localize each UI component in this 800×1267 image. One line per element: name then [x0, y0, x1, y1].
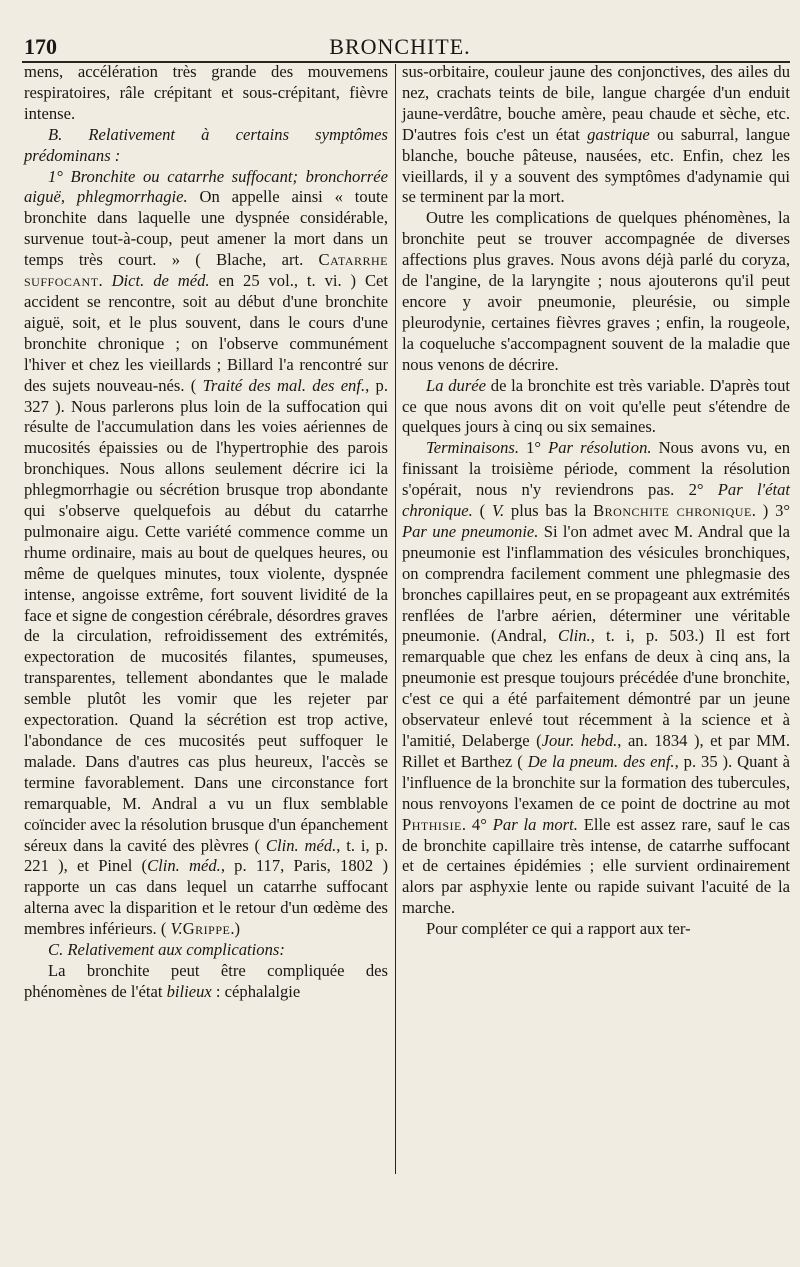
paragraph-continuation: mens, accélération très grande des mouvemens respiratoires, râle crépitant et sous-crépitant, fièvre intense. [24, 62, 388, 123]
emphasis-run: Par résolution. [548, 438, 652, 458]
subsection-heading-c [24, 940, 388, 961]
emphasis-run: Par une pneumonie. [402, 521, 539, 541]
text-run: On appelle ainsi « toute bronchite dans laquelle une dyspnée considérable, survenue tout-à-coup, peut amener la mort dans un temps très court. » ( Blache, art. [24, 187, 388, 270]
text-run: . ) 3° [751, 501, 791, 521]
emphasis-run: Terminaisons. [426, 438, 519, 458]
paragraph-duree [402, 376, 790, 439]
column-divider [395, 64, 396, 1174]
citation-run: De la pneum. des enf. [527, 751, 675, 771]
emphasis-run: bilieux [166, 981, 212, 1001]
text-run: de la bronchite est très variable. D'après tout ce que nous avons dit on voit qu'elle peut s'étendre de quelques jours à cinq ou six semaines. [402, 375, 790, 437]
citation-run: Clin. [557, 626, 591, 646]
right-column [402, 62, 790, 940]
text-run: Si l'on admet avec M. Andral que la pneumonie est l'inflammation des vésicules bronchiques, on comprendra facilement comment une phlegmasie des bronches capillaires peut, en se propageant aux extrémités renflées de l'arbre aérien, déterminer une véritable pneumonie. (Andral, [402, 521, 790, 646]
text-run: Nous avons vu, en finissant la troisième période, comment la résolution s'opérait, nous n'y reviendrons pas. 2° [402, 438, 790, 500]
paragraph-final: Pour compléter ce qui a rapport aux ter- [426, 919, 691, 939]
citation-run: Clin. méd. [265, 835, 337, 855]
text-run: plus bas la [504, 501, 594, 521]
subsection-heading-b [24, 125, 388, 167]
paragraph-complications [24, 961, 388, 1003]
text-run: . 4° [461, 814, 493, 834]
running-title: BRONCHITE. [329, 34, 471, 59]
emphasis-run: V. [491, 501, 505, 521]
text-run: , an. 1834 ), et par MM. Rillet et Barthez ( [402, 731, 790, 771]
text-run: sus-orbitaire, couleur jaune des conjonctives, des ailes du nez, crachats teints de bile, langue chargée d'un enduit jaune-verdâtre, bouche amère, peau chaude et sèche, etc. D'autres fois c'est un état [402, 62, 790, 144]
small-caps-run: Phthisie [402, 814, 462, 834]
small-caps-run: Grippe [182, 919, 231, 939]
page-number: 170 [24, 34, 57, 59]
text-run: ou saburral, langue blanche, bouche pâteuse, nausées, etc. Enfin, chez les vieillards, il y a souvent des symptômes d'adynamie qui se terminent par la mort. [402, 124, 790, 207]
citation-run: Jour. hebd. [541, 731, 618, 750]
text-run: . [98, 271, 112, 291]
text-run: , p. 327 ). Nous parlerons plus loin de la suffocation qui résulte de l'accumulation dans les voies aériennes de mucosités épaissies ou de l'hypertrophie des parois bronchiques. Nous allons seulement décrire ici la phlegmorrhagie ou sécrétion brusque trop abondante qui s'observe quelquefois au début du catarrhe pulmonaire aigu. Cette variété commence comme un rhume ordinaire, mais au bout de quelques heures, ou même de quelques minutes, toux violente, dyspnée intense, angoisse extrême, fort souvent lividité de la face et signe de congestion cérébrale, désordres graves de la circulation, refroidissement des extrémités, expectoration de mucosités filantes, spumeuses, transparentes, tellement abondantes que le malade semble plutôt les vomir que les rejeter par expectoration. Quand la sécrétion est trop active, l'abondance de ces mucosités peut suffoquer le malade. Dans d'autres cas plus heureux, l'accès se termine favorablement. Dans une circonstance fort remarquable, M. Andral a vu un flux semblable coïncider avec la résolution brusque d'un épanchement séreux dans la cavité des plèvres ( [24, 375, 389, 855]
text-run: en 25 vol., t. vi. ) Cet accident se rencontre, soit au début d'une bronchite aiguë, soit, et le plus souvent, dans le cours d'une bronchite chronique ; on l'observe communément l'hiver et chez les vieillards ; Billard l'a rencontré sur des sujets nouveau-nés. ( [24, 271, 388, 395]
citation-run: Traité des mal. des enf. [202, 375, 366, 395]
small-caps-run: Catarrhe suffocant [24, 250, 388, 291]
emphasis-run: Par l'état chronique. [402, 480, 790, 521]
citation-run: Clin. méd. [147, 856, 221, 876]
emphasis-run: La durée [426, 375, 487, 395]
heading-text: B. Relativement à certains symptômes prédominans : [24, 124, 388, 165]
text-run: ( [472, 501, 492, 521]
page-header [0, 32, 800, 62]
heading-text: C. Relativement aux complications: [48, 940, 285, 960]
text-run: , p. 35 ). Quant à l'influence de la bronchite sur la formation des tubercules, nous renvoyons l'examen de ce point de doctrine au mot [402, 751, 790, 813]
text-run: : céphalalgie [211, 981, 301, 1001]
paragraph-complications-graves: Outre les complications de quelques phénomènes, la bronchite peut se trouver accompagnée de diverses affections plus graves. Nous avons déjà parlé du coryza, de l'angine, de la laryngite ; nous ajouterons qu'il peut encore y avoir pneumonie, pleurésie, ou simple pleurodynie, certaines fièvres graves ; enfin, la rougeole, la coqueluche s'accompagnent souvent de la maladie que nous venons de décrire. [402, 208, 790, 374]
paragraph-catarrhe-suffocant [24, 167, 388, 941]
citation-run: V. [170, 919, 183, 939]
emphasis-run: Par la mort. [492, 814, 578, 834]
text-run: .) [230, 919, 241, 939]
citation-run: Dict. de méd. [111, 271, 210, 291]
paragraph-continuation [402, 62, 790, 208]
emphasis-run: gastrique [587, 124, 650, 144]
text-run: Elle est assez rare, sauf le cas de bronchite capillaire très intense, de catarrhe suffocant et de certaines épidémies ; elle survient ordinairement alors par asphyxie lente ou rapide suivant l'acuité de la marche. [402, 814, 790, 918]
paragraph-terminaisons [402, 438, 790, 919]
left-column [24, 62, 388, 1003]
small-caps-run: Bronchite chronique [593, 501, 752, 521]
paragraph-title: 1° Bronchite ou catarrhe suffocant; bronchorrée aiguë, phlegmorrhagie. [24, 166, 388, 207]
text-run: , p. 117, Paris, 1802 ) rapporte un cas dans lequel un catarrhe suffocant alterna avec la disparition et le retour d'un œdème des membres inférieurs. ( [24, 856, 388, 939]
text-run: , t. i, p. 221 ), et Pinel ( [24, 835, 388, 876]
text-run: 1° [518, 438, 549, 458]
text-run: La bronchite peut être compliquée des phénomènes de l'état [24, 960, 388, 1001]
text-run: , t. i, p. 503.) Il est fort remarquable que chez les enfans de deux à cinq ans, la pneumonie est presque toujours précédée d'une bronchite, c'est ce qui a été parfaitement démontré par un jeune observateur enlevé tout récemment à la science et à l'amitié, Delaberge ( [402, 626, 790, 750]
